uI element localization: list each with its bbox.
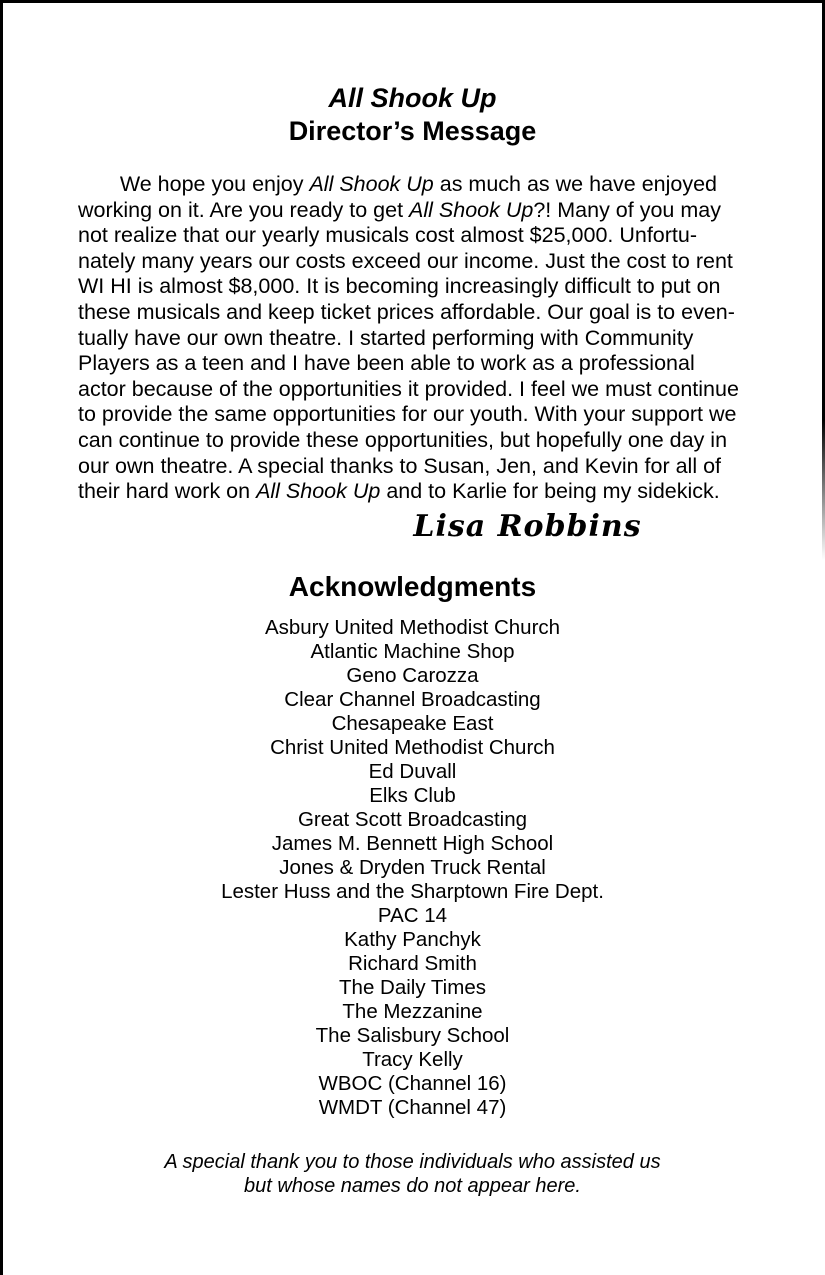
message-line: these musicals and keep ticket prices affordable. Our goal is to even-: [78, 299, 735, 324]
footer-note-line: but whose names do not appear here.: [244, 1174, 581, 1197]
acknowledgment-item: Clear Channel Broadcasting: [284, 687, 541, 711]
acknowledgment-item: Richard Smith: [348, 951, 477, 975]
message-line: WI HI is almost $8,000. It is becoming increasingly difficult to put on: [78, 274, 721, 299]
acknowledgment-item: WBOC (Channel 16): [318, 1071, 507, 1095]
acknowledgment-item: WMDT (Channel 47): [318, 1095, 507, 1119]
directors-message-paragraph: [0, 172, 825, 505]
acknowledgment-item: Atlantic Machine Shop: [310, 639, 515, 663]
message-line: actor because of the opportunities it provided. I feel we must continue: [78, 376, 739, 401]
show-title: All Shook Up: [328, 83, 497, 113]
acknowledgments-heading: Acknowledgments: [288, 570, 537, 602]
footer-note-line: A special thank you to those individuals who assisted us: [164, 1150, 661, 1173]
footer-thank-you-note: [0, 1150, 825, 1198]
acknowledgment-item: Jones & Dryden Truck Rental: [279, 855, 546, 879]
acknowledgment-item: The Daily Times: [339, 975, 486, 999]
page-title: [0, 82, 825, 148]
message-line: not realize that our yearly musicals cost almost $25,000. Unfortu-: [78, 223, 698, 248]
acknowledgment-item: Chesapeake East: [331, 711, 494, 735]
acknowledgment-item: Great Scott Broadcasting: [297, 807, 528, 831]
message-line: tually have our own theatre. I started performing with Community: [78, 325, 694, 350]
message-line: working on it. Are you ready to get All Shook Up?! Many of you may: [78, 197, 721, 222]
page-border-top: [0, 0, 825, 3]
message-line: can continue to provide these opportunities, but hopefully one day in: [78, 427, 728, 452]
acknowledgment-item: PAC 14: [377, 903, 448, 927]
message-line: nately many years our costs exceed our income. Just the cost to rent: [78, 248, 733, 273]
acknowledgment-item: Tracy Kelly: [362, 1047, 463, 1071]
message-line: to provide the same opportunities for our youth. With your support we: [78, 402, 737, 427]
acknowledgment-item: Christ United Methodist Church: [270, 735, 555, 759]
message-line: We hope you enjoy All Shook Up as much as we have enjoyed: [78, 172, 718, 196]
acknowledgment-item: The Salisbury School: [315, 1023, 510, 1047]
acknowledgment-item: Geno Carozza: [346, 663, 479, 687]
acknowledgment-item: James M. Bennett High School: [271, 831, 554, 855]
message-line: our own theatre. A special thanks to Susan, Jen, and Kevin for all of: [78, 453, 722, 478]
message-line: their hard work on All Shook Up and to Karlie for being my sidekick.: [78, 479, 720, 504]
acknowledgment-item: Kathy Panchyk: [344, 927, 481, 951]
acknowledgment-item: Asbury United Methodist Church: [264, 615, 561, 639]
section-title-directors-message: Director’s Message: [288, 116, 537, 146]
page-border-left: [0, 0, 3, 1275]
acknowledgment-item: Ed Duvall: [368, 759, 457, 783]
acknowledgment-item: The Mezzanine: [342, 999, 483, 1023]
acknowledgment-item: Lester Huss and the Sharptown Fire Dept.: [221, 879, 604, 903]
acknowledgments-list: [0, 616, 825, 1120]
message-line: Players as a teen and I have been able to work as a professional: [78, 351, 695, 376]
acknowledgment-item: Elks Club: [369, 783, 456, 807]
director-signature: Lisa Robbins: [413, 508, 642, 544]
